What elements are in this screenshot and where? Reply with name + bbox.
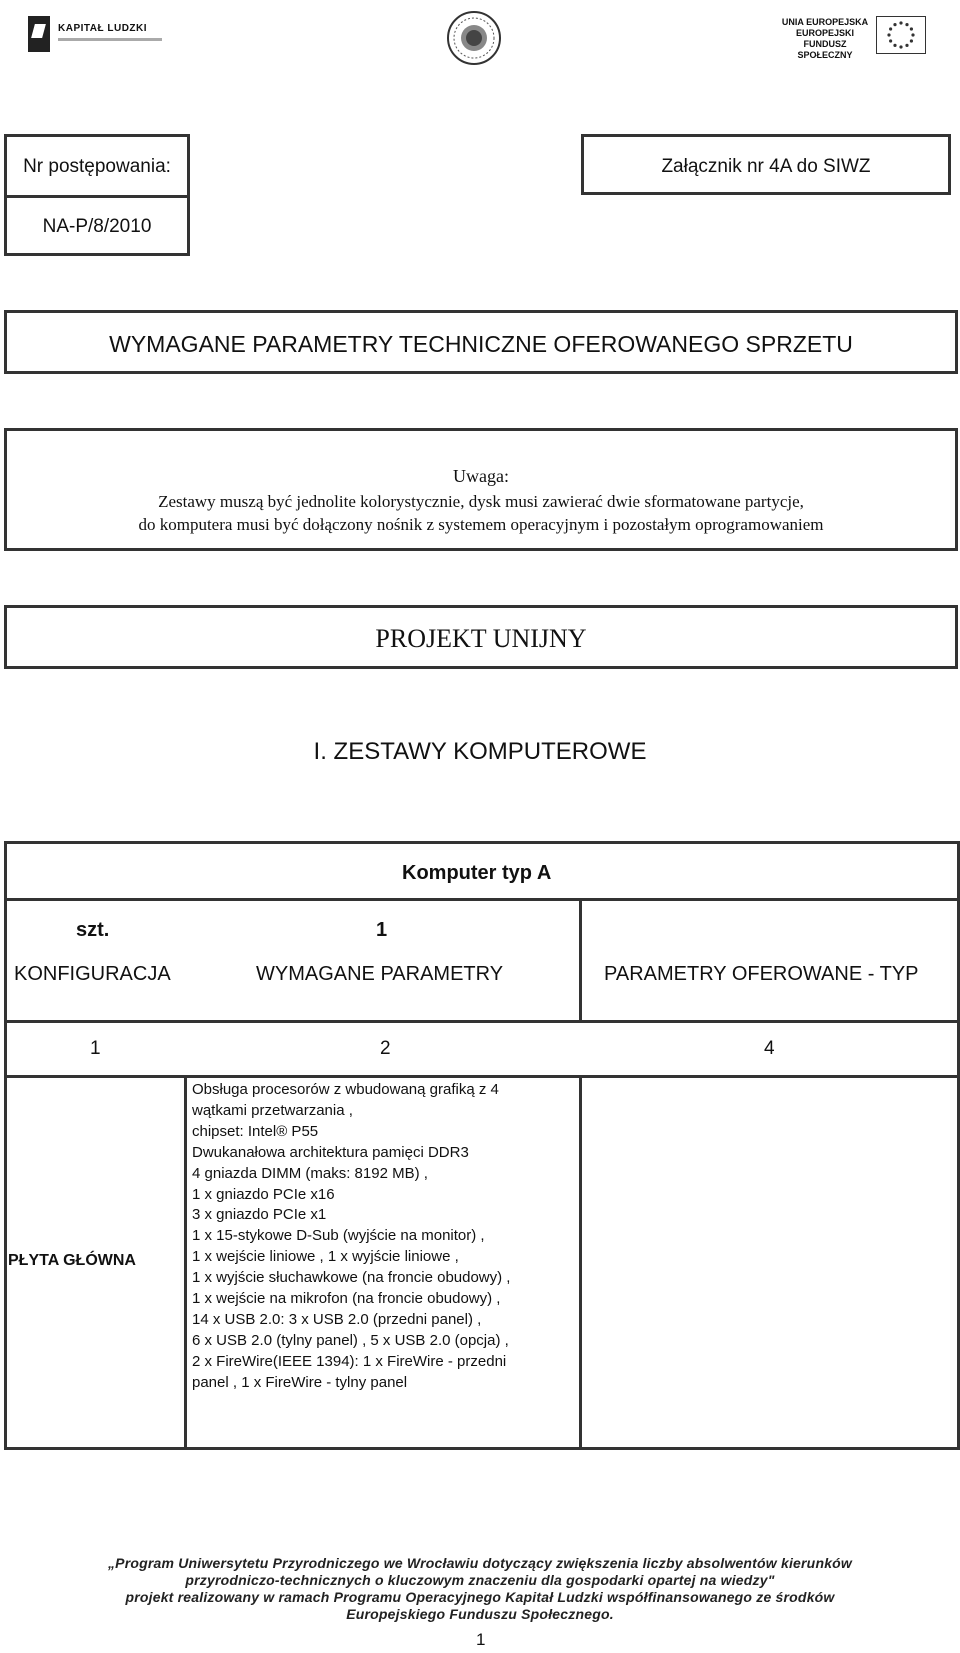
param-line: wątkami przetwarzania , xyxy=(192,1101,353,1119)
box-divider xyxy=(4,195,190,198)
eu-logo-line-2: EUROPEJSKI xyxy=(795,28,855,38)
param-line: Dwukanałowa architektura pamięci DDR3 xyxy=(192,1143,469,1161)
param-line: 2 x FireWire(IEEE 1394): 1 x FireWire - przedni xyxy=(192,1352,507,1370)
column-number-2: 2 xyxy=(380,1038,391,1059)
kapital-ludzki-logo-text: KAPITAŁ LUDZKI xyxy=(58,23,148,34)
param-line: chipset: Intel® P55 xyxy=(192,1122,319,1140)
main-title-box xyxy=(4,310,958,374)
footer-line-2: przyrodniczo-technicznych o kluczowym znaczeniu dla gospodarki opartej na wiedzy" xyxy=(185,1572,775,1588)
column-number-4: 4 xyxy=(764,1038,775,1059)
param-line: 14 x USB 2.0: 3 x USB 2.0 (przedni panel) , xyxy=(192,1310,482,1328)
param-line: panel , 1 x FireWire - tylny panel xyxy=(192,1373,408,1391)
proceeding-number: NA-P/8/2010 xyxy=(42,216,152,237)
footer-program-note xyxy=(40,1555,920,1623)
motherboard-params xyxy=(192,1080,577,1394)
eu-social-fund-logo xyxy=(780,16,930,60)
table-hline xyxy=(4,1075,960,1078)
main-title: WYMAGANE PARAMETRY TECHNICZNE OFEROWANEGO SPRZETU xyxy=(109,331,853,357)
footer-line-3: projekt realizowany w ramach Programu Operacyjnego Kapitał Ludzki współfinansowanego ze środków xyxy=(125,1589,835,1605)
attachment-box xyxy=(581,134,951,195)
eu-logo-line-1: UNIA EUROPEJSKA xyxy=(781,17,869,27)
table-vline xyxy=(579,898,582,1023)
proceeding-number-box xyxy=(4,134,190,256)
table-hline xyxy=(4,1020,960,1023)
eu-flag-icon xyxy=(876,16,926,54)
param-line: Obsługa procesorów z wbudowaną grafiką z 4 xyxy=(192,1081,499,1098)
footer-line-1: „Program Uniwersytetu Przyrodniczego we Wrocławiu dotyczący zwiększenia liczby absolwentów kierunków xyxy=(107,1555,853,1571)
param-line: 1 x wyjście słuchawkowe (na froncie obudowy) , xyxy=(192,1269,511,1287)
header-konfiguracja: KONFIGURACJA xyxy=(14,963,171,985)
table-vline xyxy=(579,1075,582,1450)
quantity-value: 1 xyxy=(376,919,388,941)
kapital-ludzki-logo xyxy=(28,16,168,56)
kapital-ludzki-mark-icon xyxy=(28,16,50,52)
logo-subtext-line xyxy=(58,38,162,41)
param-line: 1 x wejście liniowe , 1 x wyjście liniowe , xyxy=(192,1248,459,1266)
note-box xyxy=(4,428,958,551)
header-wymagane-parametry: WYMAGANE PARAMETRY xyxy=(256,963,504,985)
table-hline xyxy=(4,898,960,901)
attachment-label: Załącznik nr 4A do SIWZ xyxy=(661,156,871,177)
param-line: 4 gniazda DIMM (maks: 8192 MB) , xyxy=(192,1164,428,1182)
header-parametry-oferowane: PARAMETRY OFEROWANE - TYP xyxy=(604,963,919,985)
table-subtitle: Komputer typ A xyxy=(402,862,552,884)
footer-line-4: Europejskiego Funduszu Społecznego. xyxy=(346,1606,614,1622)
note-line-2: do komputera musi być dołączony nośnik z systemem operacyjnym i pozostałym oprogramowaniem xyxy=(138,515,824,534)
param-line: 1 x wejście na mikrofon (na froncie obudowy) , xyxy=(192,1290,501,1308)
param-line: 1 x gniazdo PCIe x16 xyxy=(192,1185,335,1203)
param-line: 3 x gniazdo PCIe x1 xyxy=(192,1206,327,1224)
note-heading: Uwaga: xyxy=(453,466,509,486)
quantity-label: szt. xyxy=(76,919,110,941)
project-title: PROJEKT UNIJNY xyxy=(375,624,587,653)
note-line-1: Zestawy muszą być jednolite kolorystycznie, dysk musi zawierać dwie sformatowane partycje, xyxy=(158,492,804,511)
eu-logo-line-3: FUNDUSZ SPOŁECZNY xyxy=(797,39,853,60)
eu-logo-text xyxy=(780,17,870,61)
section-title: I. ZESTAWY KOMPUTEROWE xyxy=(313,738,647,765)
table-vline xyxy=(184,1075,187,1450)
proceeding-label: Nr postępowania: xyxy=(23,156,171,177)
row-label-motherboard: PŁYTA GŁÓWNA xyxy=(8,1252,136,1269)
page-number: 1 xyxy=(476,1630,486,1649)
param-line: 6 x USB 2.0 (tylny panel) , 5 x USB 2.0 (opcja) , xyxy=(192,1331,509,1349)
param-line: 1 x 15-stykowe D-Sub (wyjście na monitor) , xyxy=(192,1227,485,1245)
project-title-box xyxy=(4,605,958,669)
column-number-1: 1 xyxy=(90,1038,101,1059)
university-seal-icon xyxy=(446,10,502,66)
